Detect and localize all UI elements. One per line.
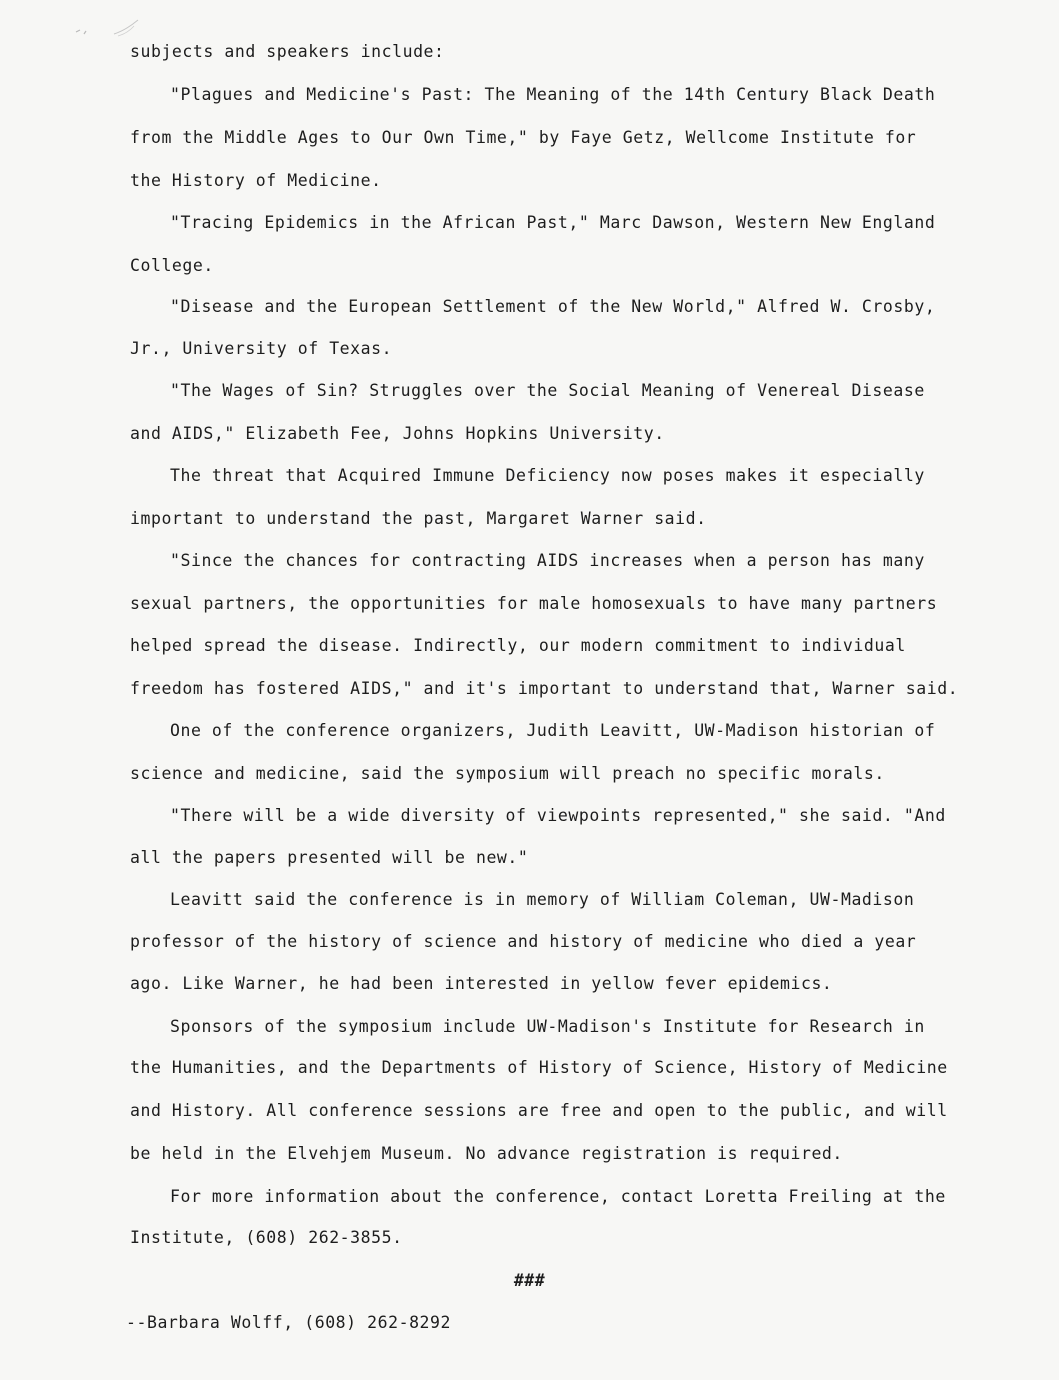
text-line: helped spread the disease. Indirectly, our modern commitment to individual bbox=[130, 636, 906, 655]
text-line: sexual partners, the opportunities for male homosexuals to have many partners bbox=[130, 594, 938, 613]
text-line: the History of Medicine. bbox=[130, 171, 382, 190]
text-line: One of the conference organizers, Judith Leavitt, UW-Madison historian of bbox=[170, 721, 936, 740]
text-line: "Tracing Epidemics in the African Past," Marc Dawson, Western New England bbox=[170, 213, 936, 232]
text-line: Jr., University of Texas. bbox=[130, 339, 393, 358]
text-line: subjects and speakers include: bbox=[130, 42, 445, 61]
text-line: ago. Like Warner, he had been interested in yellow fever epidemics. bbox=[130, 974, 833, 993]
text-line: and AIDS," Elizabeth Fee, Johns Hopkins University. bbox=[130, 424, 665, 443]
text-line: science and medicine, said the symposium will preach no specific morals. bbox=[130, 764, 885, 783]
text-line: be held in the Elvehjem Museum. No advance registration is required. bbox=[130, 1144, 843, 1163]
text-line: "Plagues and Medicine's Past: The Meaning of the 14th Century Black Death bbox=[170, 85, 936, 104]
text-line: professor of the history of science and history of medicine who died a year bbox=[130, 932, 917, 951]
text-line: the Humanities, and the Departments of History of Science, History of Medicine bbox=[130, 1058, 948, 1077]
text-line: and History. All conference sessions are free and open to the public, and will bbox=[130, 1101, 948, 1120]
text-line: "Since the chances for contracting AIDS increases when a person has many bbox=[170, 551, 925, 570]
text-line: from the Middle Ages to Our Own Time," by Faye Getz, Wellcome Institute for bbox=[130, 128, 917, 147]
text-line: "The Wages of Sin? Struggles over the Social Meaning of Venereal Disease bbox=[170, 381, 925, 400]
text-line: College. bbox=[130, 256, 214, 275]
pen-mark bbox=[74, 18, 144, 40]
text-line: For more information about the conference, contact Loretta Freiling at the bbox=[170, 1187, 946, 1206]
text-line: Sponsors of the symposium include UW-Madison's Institute for Research in bbox=[170, 1017, 925, 1036]
end-mark: ### bbox=[513, 1271, 546, 1290]
byline: --Barbara Wolff, (608) 262-8292 bbox=[126, 1313, 451, 1332]
text-line: freedom has fostered AIDS," and it's important to understand that, Warner said. bbox=[130, 679, 959, 698]
text-line: "Disease and the European Settlement of the New World," Alfred W. Crosby, bbox=[170, 297, 936, 316]
text-line: "There will be a wide diversity of viewpoints represented," she said. "And bbox=[170, 806, 946, 825]
text-line: important to understand the past, Margaret Warner said. bbox=[130, 509, 707, 528]
text-line: The threat that Acquired Immune Deficiency now poses makes it especially bbox=[170, 466, 925, 485]
text-line: Institute, (608) 262-3855. bbox=[130, 1228, 403, 1247]
text-line: all the papers presented will be new." bbox=[130, 848, 529, 867]
text-line: Leavitt said the conference is in memory of William Coleman, UW-Madison bbox=[170, 890, 915, 909]
